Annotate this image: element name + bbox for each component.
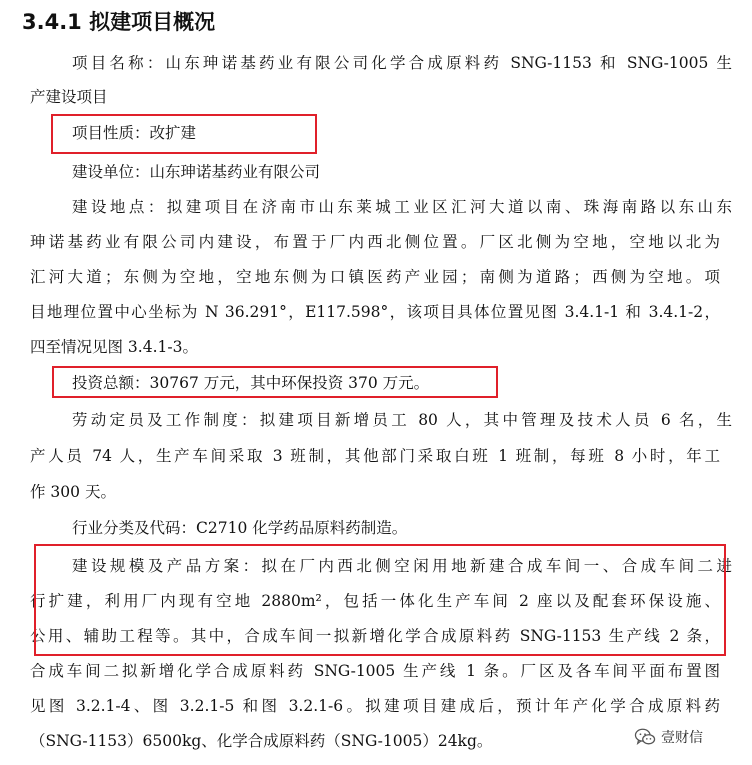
paragraph-line: 产人员 74 人，生产车间采取 3 班制，其他部门采取白班 1 班制，每班 8 小时，年工 bbox=[30, 447, 720, 465]
paragraph-line: 劳动定员及工作制度：拟建项目新增员工 80 人，其中管理及技术人员 6 名，生 bbox=[72, 411, 732, 429]
paragraph-line: 建设地点：拟建项目在济南市山东莱城工业区汇河大道以南、珠海南路以东山东 bbox=[72, 198, 732, 216]
watermark-text: 壹财信 bbox=[661, 730, 703, 746]
paragraph-line: 目地理位置中心坐标为 N 36.291°，E117.598°，该项目具体位置见图 3.4.1-1 和 3.4.1-2， bbox=[30, 303, 720, 321]
paragraph-line: 珅诺基药业有限公司内建设，布置于厂内西北侧位置。厂区北侧为空地，空地以北为 bbox=[30, 233, 720, 251]
paragraph-line: 建设规模及产品方案：拟在厂内西北侧空闲用地新建合成车间一、合成车间二进 bbox=[72, 557, 732, 575]
paragraph-line: 见图 3.2.1-4、图 3.2.1-5 和图 3.2.1-6。拟建项目建成后，预计年产化学合成原料药 bbox=[30, 697, 720, 715]
watermark bbox=[634, 722, 703, 752]
paragraph-line: （SNG-1153）6500kg、化学合成原料药（SNG-1005）24kg。 bbox=[30, 732, 493, 750]
paragraph-line: 作 300 天。 bbox=[30, 483, 116, 501]
paragraph-line: 行业分类及代码：C2710 化学药品原料药制造。 bbox=[72, 519, 408, 537]
paragraph-line: 公用、辅助工程等。其中，合成车间一拟新增化学合成原料药 SNG-1153 生产线 2 条， bbox=[30, 627, 720, 645]
paragraph-line: 建设单位：山东珅诺基药业有限公司 bbox=[72, 163, 321, 181]
section-heading: 3.4.1 拟建项目概况 bbox=[22, 10, 216, 34]
paragraph-line: 产建设项目 bbox=[30, 88, 108, 106]
paragraph-line: 项目名称：山东珅诺基药业有限公司化学合成原料药 SNG-1153 和 SNG-1005 生 bbox=[72, 54, 732, 72]
paragraph-line: 行扩建，利用厂内现有空地 2880m²，包括一体化生产车间 2 座以及配套环保设施、 bbox=[30, 592, 720, 610]
paragraph-line: 项目性质：改扩建 bbox=[72, 124, 197, 142]
paragraph-line: 投资总额：30767 万元，其中环保投资 370 万元。 bbox=[72, 374, 430, 392]
paragraph-line: 合成车间二拟新增化学合成原料药 SNG-1005 生产线 1 条。厂区及各车间平面布置图 bbox=[30, 662, 720, 680]
paragraph-line: 四至情况见图 3.4.1-3。 bbox=[30, 338, 198, 356]
wechat-icon bbox=[634, 727, 656, 747]
paragraph-line: 汇河大道；东侧为空地，空地东侧为口镇医药产业园；南侧为道路；西侧为空地。项 bbox=[30, 268, 720, 286]
